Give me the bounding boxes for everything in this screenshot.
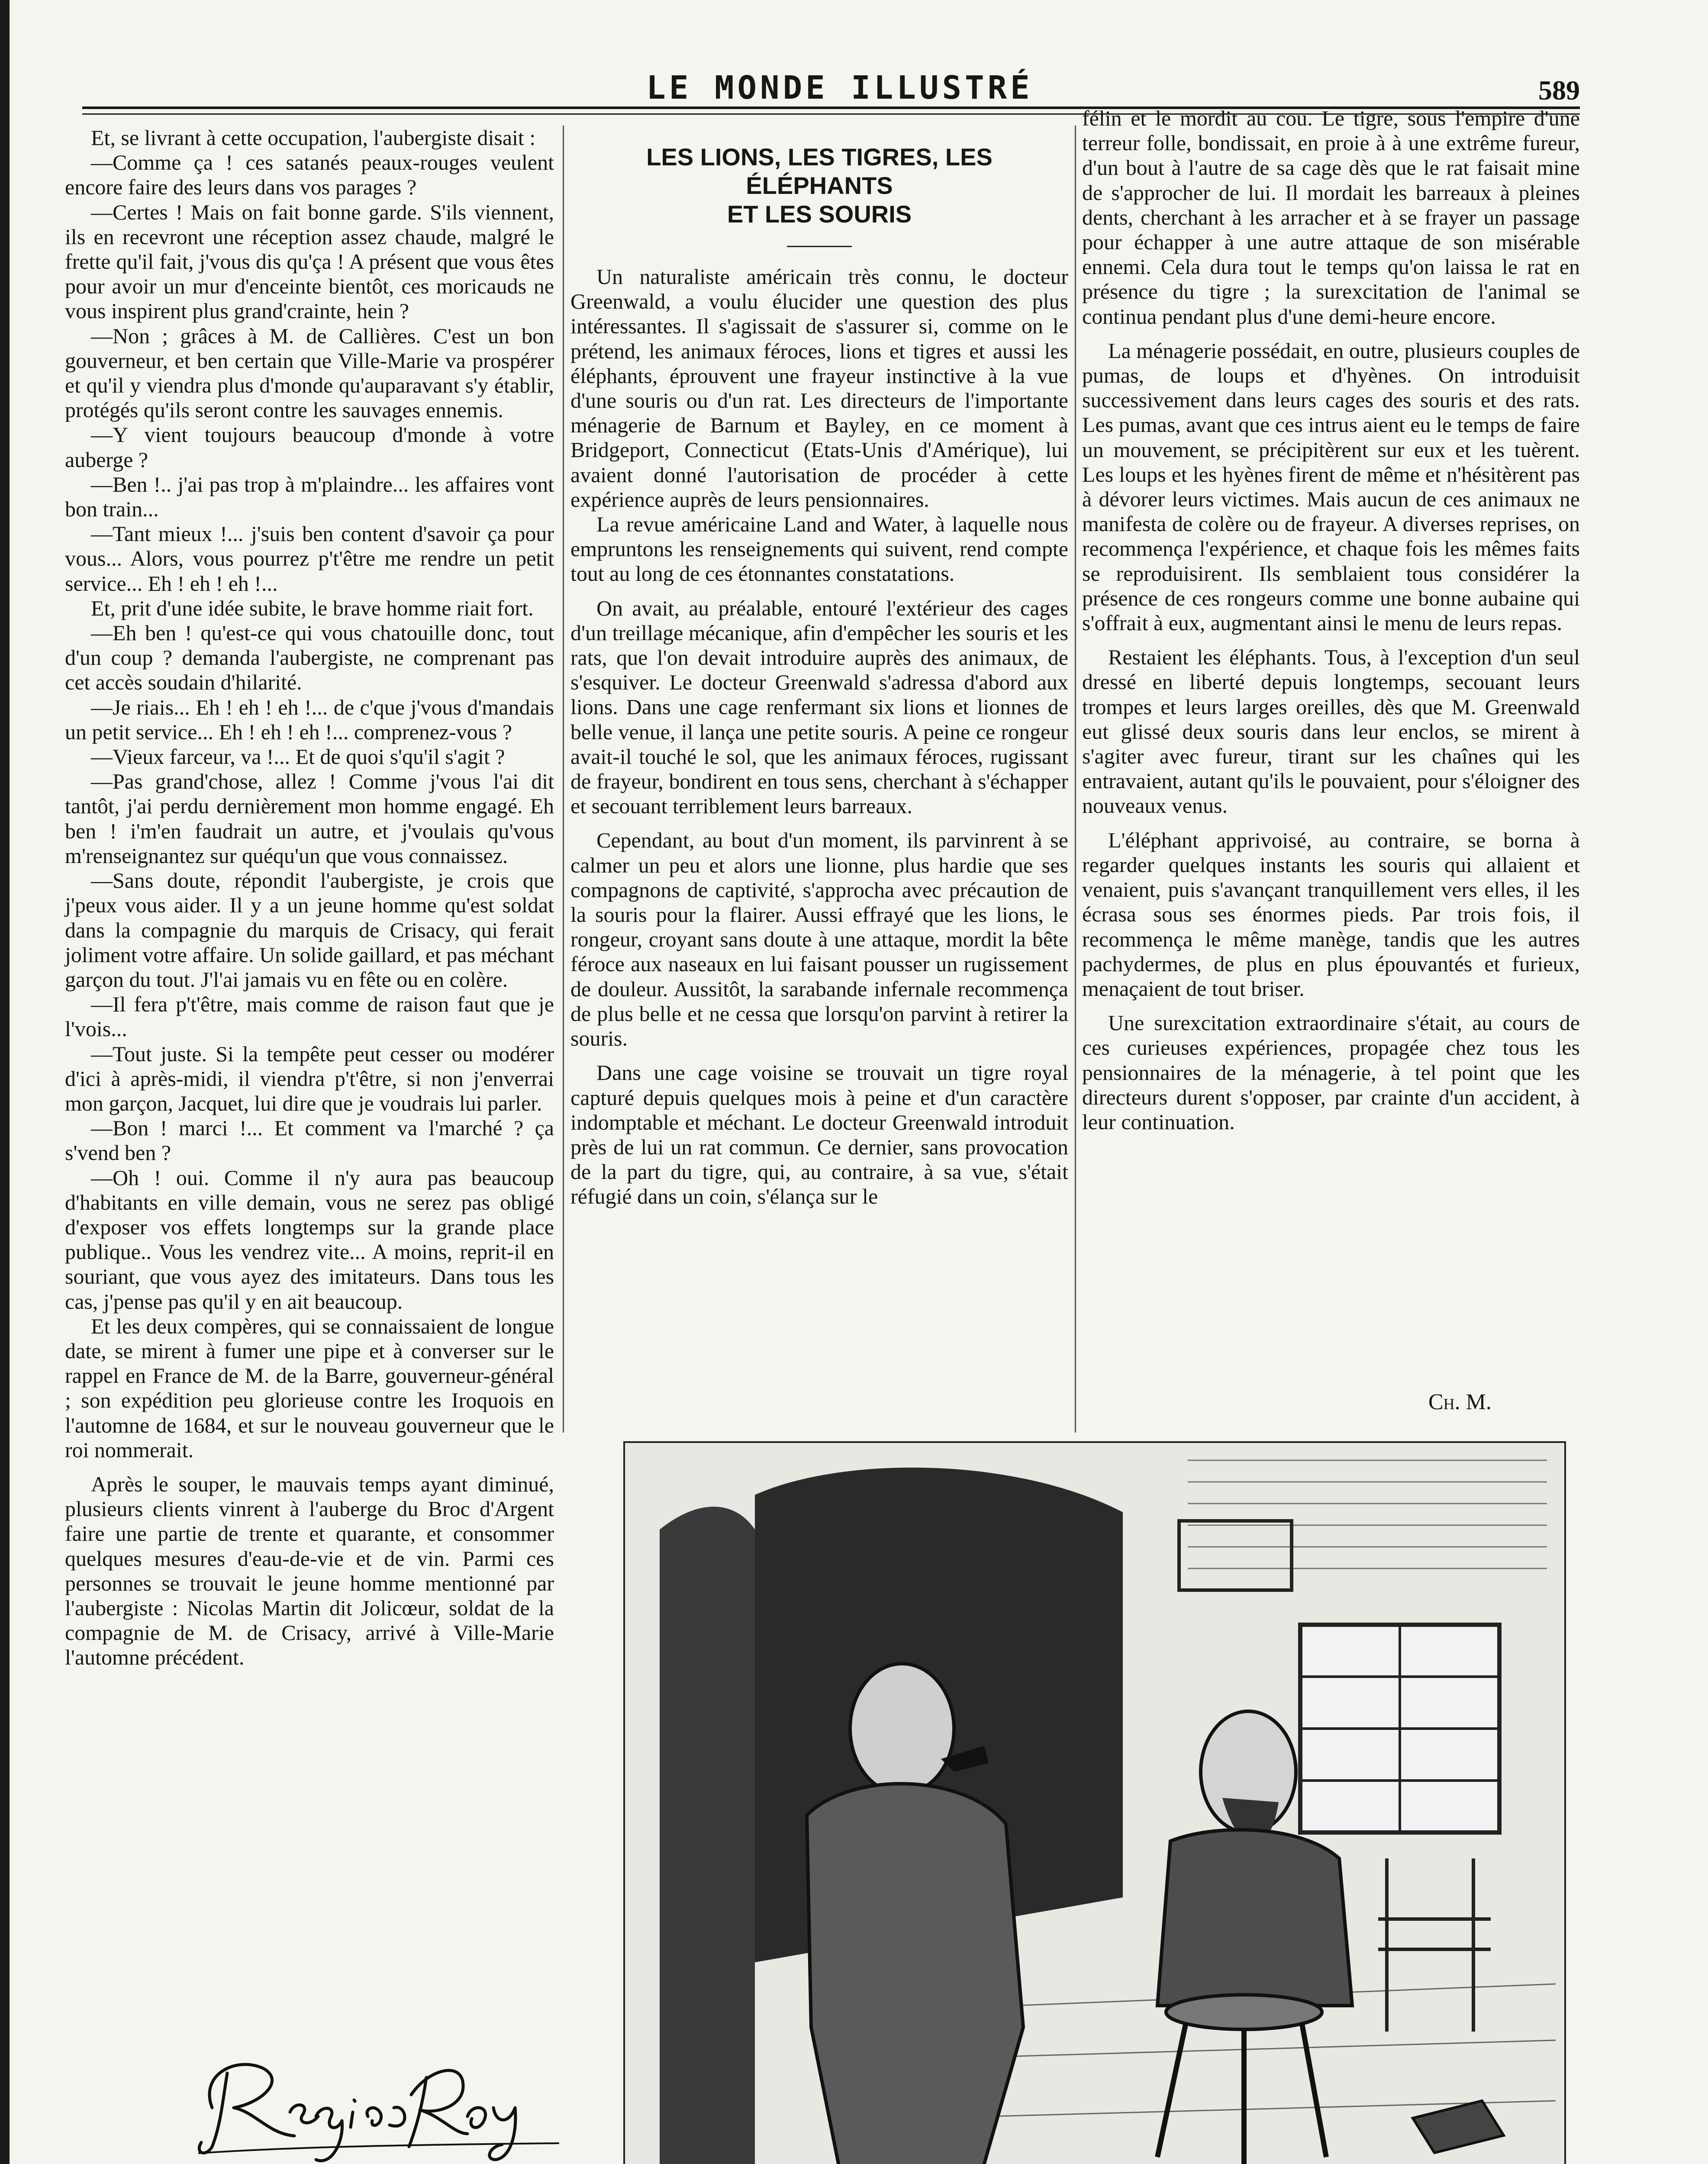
- paragraph: Après le souper, le mauvais temps ayant diminué, plusieurs clients vinrent à l'auberge du Broc d'Argent faire une partie de trente et quarante, et consommer quelques mesures d'eau-de-vie et de vin. Parmi ces personnes se trouvait le jeune homme mentionné par l'aubergiste : Nicolas Martin dit Jolicœur, soldat de la compagnie de M. de Crisacy, arrivé à Ville-Marie l'automne précédent.: [65, 1472, 554, 1670]
- page-edge: [0, 0, 10, 2164]
- paragraph: Un naturaliste américain très connu, le docteur Greenwald, a voulu élucider une question des plus intéressantes. Il s'agissait de s'assurer si, comme on le prétend, les animaux féroces, lions et tigres et aussi les éléphants, éprouvent une frayeur instinctive à la vue d'une souris ou d'un rat. Les directeurs de l'importante ménagerie de Barnum et Bayley, en ce moment à Bridgeport, Connecticut (Etats-Unis d'Amérique), lui avaient donné l'autorisation de procéder à cette expérience auprès de leurs pensionnaires.: [570, 264, 1068, 512]
- engraving-illustration: [623, 1441, 1566, 2164]
- author-signature: [186, 2043, 567, 2164]
- paragraph: —Je riais... Eh ! eh ! eh !... de c'que j'vous d'mandais un petit service... Eh ! eh ! eh !... comprenez-vous ?: [65, 695, 554, 744]
- article-title-line-2: ET LES SOURIS: [727, 200, 912, 228]
- paragraph: —Oh ! oui. Comme il n'y aura pas beaucoup d'habitants en ville demain, vous ne serez pas obligé d'exposer vos effets longtemps sur la grande place publique.. Vous les vendrez vite... A moins, reprit-il en souriant, que vous ayez des imitateurs. Dans tous les cas, j'pense pas qu'il y en ait beaucoup.: [65, 1165, 554, 1314]
- paragraph: La ménagerie possédait, en outre, plusieurs couples de pumas, de loups et d'hyènes. On introduisit successivement dans leurs cages des souris et des rats. Les pumas, avant que ces intrus aient eu le temps de faire un mouvement, se précipitèrent sur eux et les tuèrent. Les loups et les hyènes firent de même et n'hésitèrent pas à dévorer leurs victimes. Mais aucun de ces animaux ne manifesta de colère ou de frayeur. A diverses reprises, on recommença l'expérience, et chaque fois les mêmes faits se reproduisirent. Ils semblaient tous considérer la présence de ces rongeurs comme une bonne aubaine qui s'offrait à eux, augmentant ainsi le menu de leurs repas.: [1082, 338, 1580, 635]
- paragraph: —Comme ça ! ces satanés peaux-rouges veulent encore faire des leurs dans vos parages ?: [65, 150, 554, 200]
- paragraph: —Vieux farceur, va !... Et de quoi s'qu'il s'agit ?: [91, 744, 505, 769]
- paragraph: Et, prit d'une idée subite, le brave homme riait fort.: [91, 596, 534, 620]
- paragraph: —Il fera p't'être, mais comme de raison faut que je l'vois...: [65, 992, 554, 1041]
- paragraph: L'éléphant apprivoisé, au contraire, se borna à regarder quelques instants les souris qui allaient et venaient, puis s'avançant tranquillement vers elles, il les écrasa sous ses énormes pieds. Par trois fois, il recommença le même manège, tandis que les autres pachydermes, de plus en plus épouvantés et furieux, menaçaient de tout briser.: [1082, 828, 1580, 1001]
- column-1: [65, 126, 554, 1670]
- column-3: [1082, 106, 1580, 1134]
- paragraph: —Sans doute, répondit l'aubergiste, je crois que j'peux vous aider. Il y a un jeune homme qu'est soldat dans la compagnie du marquis de Crisacy, qui ferait joliment votre affaire. Un solide gaillard, et pas méchant garçon du tout. J'l'ai jamais vu en fête ou en colère.: [65, 868, 554, 992]
- paragraph: Une surexcitation extraordinaire s'était, au cours de ces curieuses expériences, propagée chez tous les pensionnaires de la ménagerie, à tel point que les directeurs durent s'opposer, par crainte d'un accident, à leur continuation.: [1082, 1011, 1580, 1134]
- paragraph: Dans une cage voisine se trouvait un tigre royal capturé depuis quelques mois à peine et d'un caractère indomptable et méchant. Le docteur Greenwald introduit près de lui un rat commun. Ce dernier, sans provocation de la part du tigre, qui, au contraire, à sa vue, s'était réfugié dans un coin, s'élança sur le: [570, 1060, 1068, 1209]
- article-byline: Ch. M.: [1428, 1390, 1492, 1414]
- column-separator-1: [563, 126, 564, 1433]
- paragraph: La revue américaine Land and Water, à laquelle nous empruntons les renseignements qui suivent, rend compte tout au long de ces étonnantes constatations.: [570, 512, 1068, 586]
- masthead: [82, 65, 1597, 113]
- title-rule: [787, 246, 852, 247]
- page-number: 589: [1538, 75, 1580, 106]
- paragraph: On avait, au préalable, entouré l'extérieur des cages d'un treillage mécanique, afin d'empêcher les souris et les rats, que l'on devait introduire auprès des animaux, de s'esquiver. Le docteur Greenwald s'adressa d'abord aux lions. Dans une cage renfermant six lions et lionnes de belle venue, il lança une petite souris. A peine ce rongeur avait-il touché le sol, que les animaux féroces, rugissant de frayeur, bondirent en tous sens, cherchant à s'échapper et secouant terriblement leurs barreaux.: [570, 596, 1068, 818]
- paragraph: Restaient les éléphants. Tous, à l'exception d'un seul dressé en liberté depuis longtemps, secouant leurs trompes et leurs larges oreilles, dès que M. Greenwald eut glissé deux souris dans leur enclos, se mirent à s'agiter avec fureur, tirant sur les chaînes qui les entravaient, autant qu'ils le pouvaient, pour s'éloigner des nouveaux venus.: [1082, 645, 1580, 818]
- paragraph: Et les deux compères, qui se connaissaient de longue date, se mirent à fumer une pipe et à converser sur le rappel en France de M. de la Barre, gouverneur-général ; son expédition peu glorieuse contre les Iroquois en l'automne de 1684, et sur le nouveau gouverneur que le roi nommerait.: [65, 1314, 554, 1462]
- paragraph: —Y vient toujours beaucoup d'monde à votre auberge ?: [65, 422, 554, 472]
- column-2: [570, 143, 1068, 1209]
- paragraph: —Bon ! marci !... Et comment va l'marché ? ça s'vend ben ?: [65, 1116, 554, 1165]
- journal-title: LE MONDE ILLUSTRÉ: [646, 69, 1033, 106]
- paragraph: Et, se livrant à cette occupation, l'aubergiste disait :: [91, 126, 536, 150]
- paragraph: —Eh ben ! qu'est-ce qui vous chatouille donc, tout d'un coup ? demanda l'aubergiste, ne comprenant pas cet accès soudain d'hilarité.: [65, 621, 554, 695]
- paragraph: —Non ; grâces à M. de Callières. C'est un bon gouverneur, et ben certain que Ville-Marie va prospérer et qu'il y viendra plus d'monde qu'auparavant s'y établir, protégés qu'ils seront contre les sauvages ennemis.: [65, 323, 554, 422]
- paragraph: félin et le mordit au cou. Le tigre, sous l'empire d'une terreur folle, bondissait, en proie à à une extrême fureur, d'un bout à l'autre de sa cage dès que le rat faisait mine de s'approcher de lui. Il mordait les barreaux à pleines dents, cherchant à les arracher et à se frayer un passage pour échapper à une autre attaque de son misérable ennemi. Cela dura tout le temps qu'on laissa le rat en présence du tigre ; la surexcitation de l'animal se continua pendant plus d'une demi-heure encore.: [1082, 106, 1580, 328]
- paragraph: —Certes ! Mais on fait bonne garde. S'ils viennent, ils en recevront une réception assez chaude, malgré le frette qu'il fait, j'vous dis qu'ça ! A présent que vous êtes pour avoir un mur d'enceinte bientôt, ces moricauds ne vous inspirent plus grand'crainte, hein ?: [65, 200, 554, 323]
- paragraph: —Tout juste. Si la tempête peut cesser ou modérer d'ici à après-midi, il viendra p't'être, si non j'enverrai mon garçon, Jacquet, lui dire que je voudrais lui parler.: [65, 1041, 554, 1115]
- article-title-line-1: LES LIONS, LES TIGRES, LES ÉLÉPHANTS: [646, 143, 993, 199]
- column-separator-2: [1075, 126, 1076, 1433]
- paragraph: —Pas grand'chose, allez ! Comme j'vous l'ai dit tantôt, j'ai perdu dernièrement mon homme engagé. Eh ben ! i'm'en faudrait un autre, et j'voulais qu'vous m'renseignantez sur quéqu'un que vous connaissez.: [65, 769, 554, 868]
- paragraph: —Tant mieux !... j'suis ben content d'savoir ça pour vous... Alors, vous pourrez p't'être me rendre un petit service... Eh ! eh ! eh !...: [65, 522, 554, 596]
- paragraph: Cependant, au bout d'un moment, ils parvinrent à se calmer un peu et alors une lionne, plus hardie que ses compagnons de captivité, s'approcha avec précaution de la souris pour la flairer. Aussi effrayé que les lions, le rongeur, croyant sans doute à une attaque, mordit la bête féroce aux naseaux en lui faisant pousser un rugissement de douleur. Aussitôt, la sarabande infernale recommença de plus belle et ne cessa que lorsqu'on parvint à retirer la souris.: [570, 828, 1068, 1051]
- paragraph: —Ben !.. j'ai pas trop à m'plaindre... les affaires vont bon train...: [65, 472, 554, 522]
